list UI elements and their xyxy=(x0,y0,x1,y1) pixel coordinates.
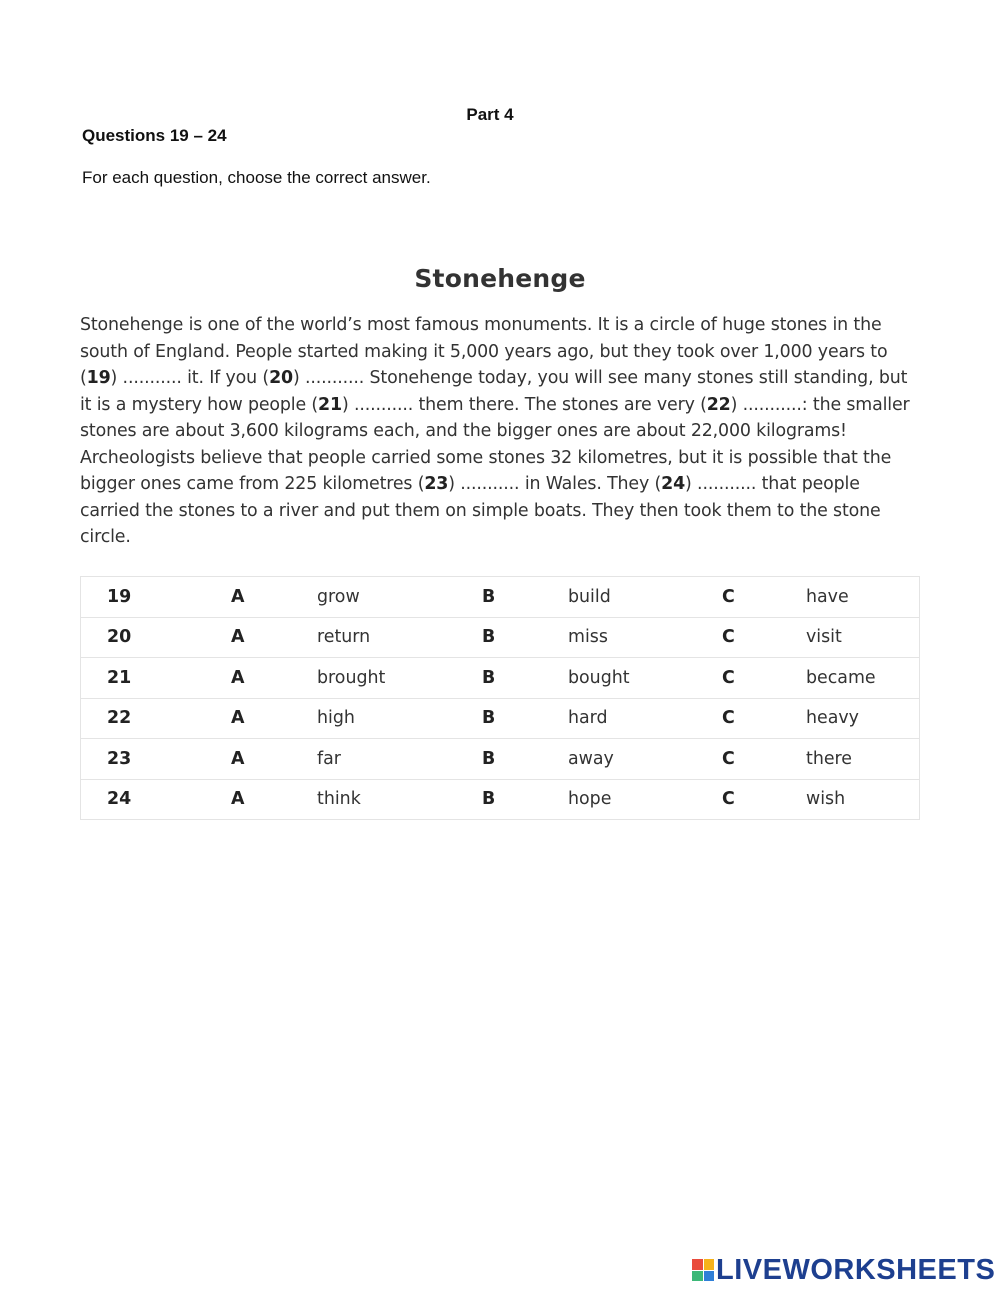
passage-line xyxy=(80,524,922,551)
passage-segment: bigger ones came from 225 kilometres ( xyxy=(80,474,425,494)
option-a-label: A xyxy=(231,739,317,780)
passage-segment: Stonehenge is one of the world’s most famous monuments. It is a circle of huge stones in the xyxy=(80,315,882,335)
option-b-text: away xyxy=(568,739,722,780)
option-b-label: B xyxy=(482,698,568,739)
option-b-text: build xyxy=(568,577,722,618)
passage-title: Stonehenge xyxy=(414,264,586,293)
option-c-text: heavy xyxy=(806,698,920,739)
option-a-label: A xyxy=(231,617,317,658)
option-b-label: B xyxy=(482,779,568,820)
part-label: Part 4 xyxy=(466,105,514,124)
passage-line xyxy=(80,498,922,525)
option-b-label: B xyxy=(482,577,568,618)
gap-number: 24 xyxy=(661,474,686,494)
gap-number: 23 xyxy=(424,474,449,494)
liveworksheets-logo-icon xyxy=(692,1259,714,1281)
liveworksheets-logo xyxy=(692,1254,995,1286)
option-a-text: think xyxy=(317,779,482,820)
option-c-text: became xyxy=(806,658,920,699)
passage-segment: south of England. People started making it 5,000 years ago, but they took over 1,000 years to xyxy=(80,341,888,362)
option-c-text: wish xyxy=(806,779,920,820)
option-b-label: B xyxy=(482,658,568,699)
question-number: 20 xyxy=(81,617,232,658)
option-c-label: C xyxy=(722,617,806,658)
question-row xyxy=(81,698,920,739)
passage-line xyxy=(80,365,922,392)
question-number: 22 xyxy=(81,698,232,739)
question-row xyxy=(81,739,920,780)
passage-segment: ) ...........: the smaller xyxy=(730,394,910,415)
passage-segment: ( xyxy=(80,368,87,388)
option-a-text: high xyxy=(317,698,482,739)
passage-segment: ) ........... them there. The stones are very ( xyxy=(341,394,707,415)
option-b-text: hope xyxy=(568,779,722,820)
option-a-text: grow xyxy=(317,577,482,618)
passage-line xyxy=(80,312,922,339)
passage-line xyxy=(80,471,922,498)
question-number: 23 xyxy=(81,739,232,780)
option-b-text: hard xyxy=(568,698,722,739)
answer-options-table xyxy=(80,576,920,820)
option-a-text: brought xyxy=(317,658,482,699)
gap-number: 21 xyxy=(318,394,342,415)
option-b-label: B xyxy=(482,617,568,658)
passage-segment: ) ........... that people xyxy=(685,474,860,494)
passage-segment: Archeologists believe that people carried some stones 32 kilometres, but it is possible that the xyxy=(80,447,892,468)
option-c-text: visit xyxy=(806,617,920,658)
questions-heading: Questions 19 – 24 xyxy=(82,126,227,145)
option-c-text: have xyxy=(806,577,920,618)
gap-number: 19 xyxy=(86,368,111,388)
option-c-label: C xyxy=(722,658,806,699)
passage-segment: circle. xyxy=(80,527,131,547)
passage-segment: carried the stones to a river and put them on simple boats. They then took them to the stone xyxy=(80,500,881,521)
option-c-label: C xyxy=(722,698,806,739)
option-b-label: B xyxy=(482,739,568,780)
passage-segment: ) ........... Stonehenge today, you will see many stones still standing, but xyxy=(292,368,908,388)
passage-line xyxy=(80,339,922,366)
logo-text: LIVEWORKSHEETS xyxy=(716,1253,996,1286)
passage-line xyxy=(80,445,922,472)
option-a-label: A xyxy=(231,658,317,699)
option-a-label: A xyxy=(231,698,317,739)
question-number: 19 xyxy=(81,577,232,618)
instruction-text: For each question, choose the correct answer. xyxy=(82,168,431,187)
option-a-text: return xyxy=(317,617,482,658)
option-c-label: C xyxy=(722,739,806,780)
passage-line xyxy=(80,392,922,419)
question-number: 21 xyxy=(81,658,232,699)
question-row xyxy=(81,779,920,820)
option-a-label: A xyxy=(231,779,317,820)
option-a-text: far xyxy=(317,739,482,780)
gap-number: 20 xyxy=(269,368,293,388)
passage-line xyxy=(80,418,922,445)
question-row xyxy=(81,658,920,699)
question-row xyxy=(81,617,920,658)
passage-segment: ) ........... in Wales. They ( xyxy=(448,474,662,494)
option-b-text: bought xyxy=(568,658,722,699)
option-c-text: there xyxy=(806,739,920,780)
gap-number: 22 xyxy=(706,394,731,415)
option-b-text: miss xyxy=(568,617,722,658)
passage-segment: it is a mystery how people ( xyxy=(80,394,319,415)
passage-segment: ) ........... it. If you ( xyxy=(110,368,270,388)
question-number: 24 xyxy=(81,779,232,820)
passage-text xyxy=(80,312,922,551)
option-c-label: C xyxy=(722,779,806,820)
question-row xyxy=(81,577,920,618)
option-c-label: C xyxy=(722,577,806,618)
option-a-label: A xyxy=(231,577,317,618)
passage-segment: stones are about 3,600 kilograms each, and the bigger ones are about 22,000 kilograms! xyxy=(80,421,847,441)
